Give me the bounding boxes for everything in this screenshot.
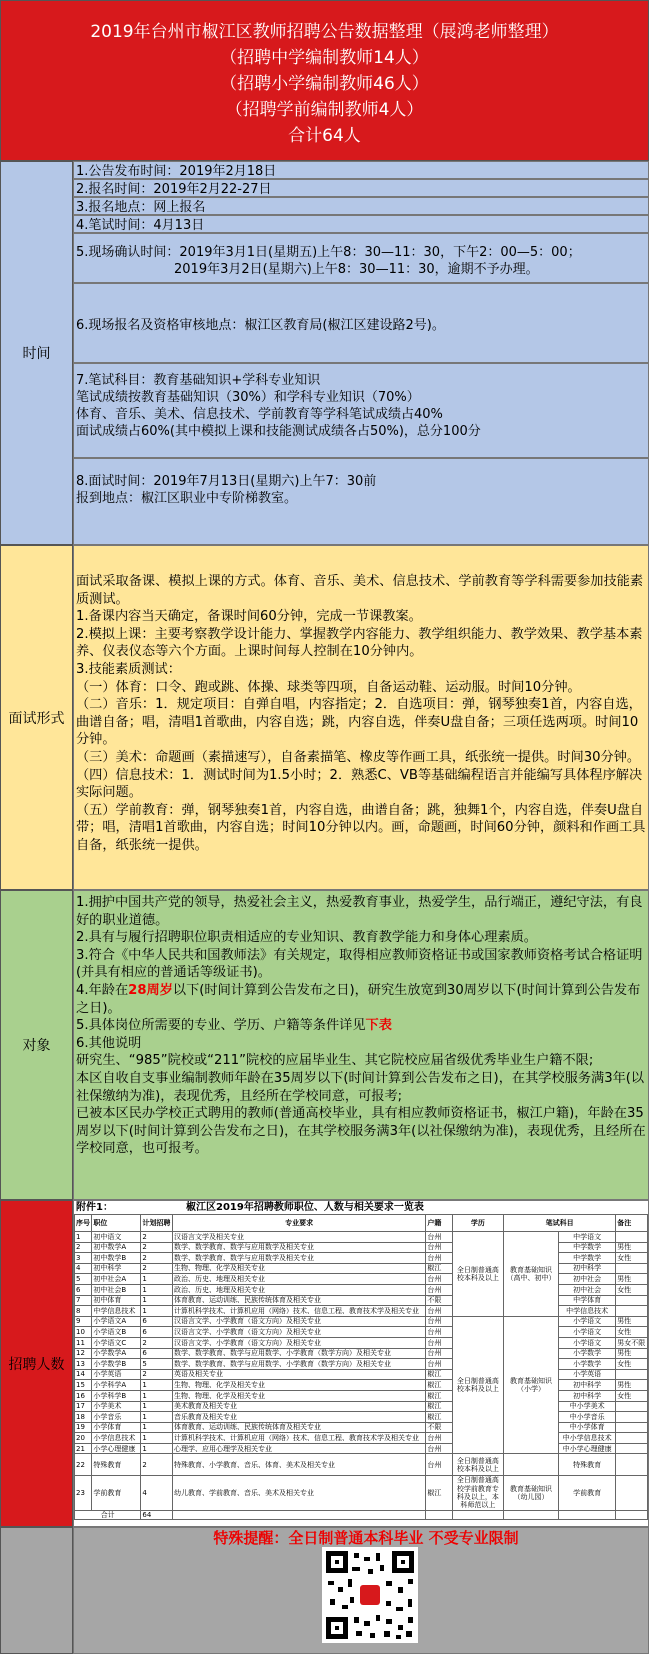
interview-line: 面试采取备课、模拟上课的方式。体育、音乐、美术、信息技术、学前教育等学科需要参加技能素质测试。 [76,574,644,607]
qr-code-icon[interactable] [322,1547,418,1643]
table-cell: 19 [75,1422,92,1433]
table-cell: 男性 [616,1348,648,1359]
table-cell: 1 [75,1232,92,1243]
table-cell: 20 [75,1433,92,1444]
table-cell: 心理学、应用心理学及相关专业 [173,1443,426,1454]
header-line-2: （招聘中学编制教师14人） [220,48,429,68]
table-cell: 小学美术 [92,1401,141,1412]
table-cell: 台州 [426,1284,453,1295]
table-cell: 11 [75,1337,92,1348]
table-cell: 2 [141,1232,173,1243]
table-cell: 特殊教育、小学教育、音乐、体育、美术及相关专业 [173,1454,426,1476]
total-value: 64 [141,1510,173,1519]
table-row [75,1274,648,1285]
age-prefix: 4.年龄在 [76,982,129,998]
table-cell: 中学信息技术 [559,1306,616,1317]
table-cell: 6 [141,1327,173,1338]
table-header-cell: 户籍 [426,1215,453,1232]
table-cell: 计算机科学技术、计算机应用（网络）技术、信息工程、教育技术学及相关专业 [173,1306,426,1317]
time-item-5b: 2019年3月2日(星期六)上午8：30—11：30，逾期不予办理。 [174,262,539,277]
table-row [75,1253,648,1264]
table-cell: 6 [141,1316,173,1327]
table-row [75,1422,648,1433]
table-cell: 台州 [426,1316,453,1327]
interview-label: 面试形式 [0,545,73,890]
table-cell: 体育教育、运动训练、民族传统体育及相关专业 [173,1422,426,1433]
table-cell: 小学语文B [92,1327,141,1338]
interview-line: 2.模拟上课：主要考察教学设计能力、掌握教学内容能力、教学组织能力、教学效果、教学基本素养、仪表仪态等六个方面。上课时间每人控制在10分钟内。 [76,626,643,660]
table-cell: 台州 [426,1443,453,1454]
table-row [75,1348,648,1359]
target-line-2: 2.具有与履行招聘职位职责相适应的专业知识、教育教学能力和身体心理素质。 [76,930,537,946]
table-cell: 英语及相关专业 [173,1369,426,1380]
table-cell: 小学数学A [92,1348,141,1359]
table-cell: 4 [75,1263,92,1274]
table-cell: 1 [141,1274,173,1285]
time-item-4: 4.笔试时间：4月13日 [73,215,649,233]
table-cell: 椒江 [426,1263,453,1274]
table-cell: 生物、物理、化学及相关专业 [173,1380,426,1391]
table-cell: 小学英语 [559,1369,616,1380]
table-cell: 生物、物理、化学及相关专业 [173,1390,426,1401]
target-line-9: 已被本区民办学校正式聘用的教师(普通高校毕业，具有相应教师资格证书，椒江户籍)，年龄在35周岁以下(时间计算到公告发布之日)，在其学校服务满3年(以社保缴纳为准)，表现优秀，且经所在学校同意，也可报考。 [76,1106,646,1157]
table-cell: 男性 [616,1242,648,1253]
table-cell: 美术教育及相关专业 [173,1401,426,1412]
table-row [75,1443,648,1454]
table-cell: 初中体育 [92,1295,141,1306]
table-cell: 初中数学A [92,1242,141,1253]
table-cell: 台州 [426,1274,453,1285]
header-line-5: 合计64人 [288,126,361,146]
table-cell: 1 [141,1433,173,1444]
table-cell [616,1263,648,1274]
table-cell: 小学语文C [92,1337,141,1348]
table-cell: 体育教育、运动训练、民族传统体育及相关专业 [173,1295,426,1306]
time-item-5a: 5.现场确认时间：2019年3月1日(星期五)上午8：30—11：30，下午2：00—5：00； [76,245,581,260]
table-cell: 1 [141,1380,173,1391]
table-cell: 初中数学B [92,1253,141,1264]
table-cell: 1 [141,1412,173,1423]
table-cell: 台州 [426,1327,453,1338]
table-cell: 中学数学 [559,1253,616,1264]
table-cell [616,1306,648,1317]
footer-left [0,1527,73,1654]
recruit-table [74,1214,648,1520]
table-header-cell: 学历 [452,1215,503,1232]
table-cell: 小学数学B [92,1359,141,1370]
table-cell: 幼儿教育、学前教育、音乐、美术及相关专业 [173,1476,426,1510]
table-cell: 男性 [616,1274,648,1285]
recruit-label: 招聘人数 [0,1200,73,1527]
table-cell: 中小学信息技术 [559,1433,616,1444]
table-cell: 椒江 [426,1401,453,1412]
header-line-3: （招聘小学编制教师46人） [220,74,429,94]
table-cell: 男性 [616,1316,648,1327]
table-row [75,1369,648,1380]
table-cell: 中学信息技术 [92,1306,141,1317]
table-row [75,1390,648,1401]
table-cell: 数学、数学教育、数学与应用数学、小学教育（数学方向）及相关专业 [173,1348,426,1359]
table-cell: 小学语文 [559,1327,616,1338]
interview-line: 3.技能素质测试： [76,661,181,677]
recruit-table-panel [73,1200,649,1527]
table-cell: 椒江 [426,1390,453,1401]
table-cell: 22 [75,1454,92,1476]
time-item-8 [73,458,649,545]
table-cell: 女性 [616,1253,648,1264]
table-cell: 小学心理健康 [92,1443,141,1454]
table-header-cell: 计划招聘 [141,1215,173,1232]
table-cell: 政治、历史、地理及相关专业 [173,1274,426,1285]
table-row [75,1412,648,1423]
table-cell: 数学、数学教育、数学与应用数学及相关专业 [173,1242,426,1253]
table-cell: 不限 [426,1422,453,1433]
table-cell: 数学、数学教育、数学与应用数学及相关专业 [173,1253,426,1264]
target-line-1: 1.拥护中国共产党的领导，热爱社会主义，热爱教育事业，热爱学生，品行端正，遵纪守法，有良好的职业道德。 [76,895,643,928]
table-row [75,1306,648,1317]
table-cell: 5 [75,1274,92,1285]
table-cell: 计算机科学技术、计算机应用（网络）技术、信息工程、教育技术学及相关专业 [173,1433,426,1444]
interview-line: （一）体育：口令、跑或跳、体操、球类等四项，自备运动鞋、运动服。时间10分钟。 [76,679,581,695]
table-cell: 1 [141,1306,173,1317]
table-row [75,1263,648,1274]
table-cell: 初中语文 [92,1232,141,1243]
interview-line: （二）音乐：1．规定项目：自弹自唱，内容指定；2．自选项目：弹，钢琴独奏1首，内容自选，曲谱自备；唱，清唱1首歌曲，内容自选；跳，内容自选，伴奏U盘自备；三项任选两项。时间10分钟。 [76,697,642,748]
table-row [75,1454,648,1476]
table-row [75,1284,648,1295]
time-item-2: 2.报名时间：2019年2月22-27日 [73,179,649,197]
table-cell [616,1433,648,1444]
table-cell: 8 [75,1306,92,1317]
header-banner [0,0,649,161]
table-cell: 男女不限 [616,1337,648,1348]
table-title: 椒江区2019年招聘教师职位、人数与相关要求一览表 [186,1202,424,1213]
table-cell: 18 [75,1412,92,1423]
table-cell: 小学科学A [92,1380,141,1391]
interview-line: （四）信息技术：1．测试时间为1.5小时；2．熟悉C、VB等基础编程语言并能编写具体程序解决实际问题。 [76,767,643,801]
target-content [73,890,649,1200]
qr-pattern [322,1547,418,1643]
table-cell: 全日制普通高校本科及以上 [452,1454,503,1476]
table-cell: 9 [75,1316,92,1327]
table-cell: 学前教育 [92,1476,141,1510]
time-label: 时间 [0,161,73,545]
table-cell: 椒江 [426,1380,453,1391]
table-cell: 中小学音乐 [559,1412,616,1423]
table-cell: 17 [75,1401,92,1412]
table-cell: 2 [75,1242,92,1253]
table-cell: 6 [141,1348,173,1359]
table-cell: 中学语文 [559,1232,616,1243]
table-cell: 中学数学 [559,1242,616,1253]
time-item-8b: 报到地点：椒江区职业中专阶梯教室。 [76,491,298,506]
exam-cell: 教育基础知识（小学） [503,1316,558,1454]
interview-line: （三）美术：命题画（素描速写），自备素描笔、橡皮等作画工具，纸张统一提供。时间30分钟。 [76,749,641,765]
interview-content [73,545,649,890]
table-row [75,1476,648,1510]
table-cell: 1 [141,1443,173,1454]
table-cell: 2 [141,1454,173,1476]
table-cell: 女性 [616,1284,648,1295]
total-label: 合计 [75,1510,141,1519]
table-cell: 2 [141,1253,173,1264]
table-cell: 4 [141,1476,173,1510]
table-cell: 台州 [426,1253,453,1264]
table-cell: 初中社会 [559,1284,616,1295]
table-cell: 21 [75,1443,92,1454]
table-cell: 台州 [426,1337,453,1348]
table-cell: 1 [141,1401,173,1412]
table-cell [616,1369,648,1380]
table-cell: 学前教育 [559,1476,616,1510]
time-item-7a: 7.笔试科目：教育基础知识+学科专业知识 [76,373,321,388]
table-cell: 初中社会B [92,1284,141,1295]
table-cell: 小学体育 [92,1422,141,1433]
time-item-1: 1.公告发布时间：2019年2月18日 [73,161,649,179]
conditions-prefix: 5.具体岗位所需要的专业、学历、户籍等条件详见 [76,1018,366,1034]
interview-line: （五）学前教育：弹，钢琴独奏1首，内容自选，曲谱自备；跳，独舞1个，内容自选，伴奏U盘自带；唱，清唱1首歌曲，内容自选；时间10分钟以内。画，命题画，时间60分钟，颜料和作画工具自备，纸张统一提供。 [76,802,646,853]
table-cell: 7 [75,1295,92,1306]
table-cell: 台州 [426,1433,453,1444]
see-table-link[interactable]: 下表 [365,1018,392,1034]
target-label: 对象 [0,890,73,1200]
table-cell: 5 [141,1359,173,1370]
table-cell: 初中社会 [559,1274,616,1285]
table-cell: 台州 [426,1232,453,1243]
age-suffix: 以下(时间计算到公告发布之日)，研究生放宽到30周岁以下(时间计算到公告发布之日)。 [76,982,641,1016]
table-cell: 椒江 [426,1369,453,1380]
table-cell: 椒江 [426,1476,453,1510]
table-cell: 小学数学 [559,1348,616,1359]
table-cell: 教育基础知识（幼儿园） [503,1476,558,1510]
education-cell: 全日制普通高校本科及以上 [452,1232,503,1317]
table-cell: 不限 [426,1295,453,1306]
table-cell: 女性 [616,1327,648,1338]
table-cell: 小学数学 [559,1359,616,1370]
table-cell [616,1412,648,1423]
target-line-7: 研究生、“985”院校或“211”院校的应届毕业生、其它院校应届省级优秀毕业生户籍不限; [76,1053,594,1069]
table-cell: 13 [75,1359,92,1370]
table-cell: 小学语文A [92,1316,141,1327]
target-line-8: 本区自收自支事业编制教师年龄在35周岁以下(时间计算到公告发布之日)，在其学校服务满3年(以社保缴纳为准)，表现优秀，且经所在学校同意，可报考; [76,1070,645,1104]
table-cell: 初中科学 [559,1390,616,1401]
table-cell: 音乐教育及相关专业 [173,1412,426,1423]
time-item-5 [73,233,649,283]
table-cell: 特殊教育 [92,1454,141,1476]
table-cell: 台州 [426,1242,453,1253]
table-header-cell: 序号 [75,1215,92,1232]
table-row [75,1242,648,1253]
table-row [75,1232,648,1243]
table-cell: 女性 [616,1359,648,1370]
table-cell: 中小学心理健康 [559,1443,616,1454]
table-cell: 小学语文 [559,1337,616,1348]
table-cell: 数学、数学教育、数学与应用数学、小学教育（数学方向）及相关专业 [173,1359,426,1370]
table-header-cell: 专业要求 [173,1215,426,1232]
age-highlight: 28周岁 [128,982,173,998]
table-cell: 特殊教育 [559,1454,616,1476]
table-cell: 12 [75,1348,92,1359]
table-cell: 中小学美术 [559,1401,616,1412]
table-cell: 台州 [426,1359,453,1370]
table-cell: 2 [141,1263,173,1274]
time-item-7d: 面试成绩占60%(其中模拟上课和技能测试成绩各占50%)，总分100分 [76,424,481,439]
table-cell: 中学体育 [559,1295,616,1306]
table-row [75,1359,648,1370]
table-cell: 椒江 [426,1412,453,1423]
table-cell: 台州 [426,1454,453,1476]
table-cell [616,1401,648,1412]
table-cell: 女性 [616,1390,648,1401]
table-cell: 小学音乐 [92,1412,141,1423]
table-row [75,1295,648,1306]
time-item-7 [73,363,649,458]
table-cell: 小学科学B [92,1390,141,1401]
table-cell: 14 [75,1369,92,1380]
table-cell [616,1422,648,1433]
time-item-8a: 8.面试时间：2019年7月13日(星期六)上午7：30前 [76,474,377,489]
table-cell: 初中社会A [92,1274,141,1285]
table-cell: 1 [141,1295,173,1306]
header-line-1: 2019年台州市椒江区教师招聘公告数据整理（展鸿老师整理） [90,22,559,42]
target-line-4 [76,982,646,1017]
table-cell: 小学信息技术 [92,1433,141,1444]
table-cell: 1 [141,1422,173,1433]
table-cell: 1 [141,1284,173,1295]
header-line-4: （招聘学前编制教师4人） [225,100,424,120]
table-cell: 中小学体育 [559,1422,616,1433]
target-line-3: 3.符合《中华人民共和国教师法》有关规定，取得相应教师资格证书或国家教师资格考试合格证明(并具有相应的普通话等级证书)。 [76,947,643,981]
table-cell: 3 [75,1253,92,1264]
table-cell: 2 [141,1242,173,1253]
interview-line: 1.备课内容当天确定，备课时间60分钟，完成一节课教案。 [76,609,422,625]
table-row [75,1337,648,1348]
table-cell: 16 [75,1390,92,1401]
table-header-cell: 笔试科目 [503,1215,615,1232]
special-reminder: 特殊提醒：全日制普通本科毕业 不受专业限制 [213,1529,519,1547]
table-cell: 2 [141,1369,173,1380]
table-cell: 生物、物理、化学及相关专业 [173,1263,426,1274]
table-cell [616,1295,648,1306]
table-cell: 小学语文 [559,1316,616,1327]
table-header-cell: 职位 [92,1215,141,1232]
table-cell: 6 [75,1284,92,1295]
table-cell: 初中科学 [92,1263,141,1274]
table-cell: 汉语言文学、小学教育（语文方向）及相关专业 [173,1327,426,1338]
education-cell: 全日制普通高校本科及以上 [452,1316,503,1454]
table-cell: 全日制普通高校学前教育专科及以上，本科师范以上 [452,1476,503,1510]
table-cell: 初中科学 [559,1380,616,1391]
table-cell [616,1232,648,1243]
table-cell: 政治、历史、地理及相关专业 [173,1284,426,1295]
target-line-5 [76,1017,646,1035]
time-item-7c: 体育、音乐、美术、信息技术、学前教育等学科笔试成绩占40% [76,407,443,422]
table-header-row [75,1215,648,1232]
target-line-6: 6.其他说明 [76,1035,142,1051]
table-cell: 小学英语 [92,1369,141,1380]
table-row [75,1401,648,1412]
table-cell [616,1454,648,1476]
table-cell: 台州 [426,1306,453,1317]
table-cell: 汉语言文学、小学教育（语文方向）及相关专业 [173,1337,426,1348]
time-item-6: 6.现场报名及资格审核地点：椒江区教育局(椒江区建设路2号)。 [73,283,649,363]
table-cell: 汉语言文学及相关专业 [173,1232,426,1243]
table-cell: 汉语言文学、小学教育（语文方向）及相关专业 [173,1316,426,1327]
exam-cell: 教育基础知识（高中、初中） [503,1232,558,1317]
table-row [75,1327,648,1338]
table-caption: 附件1： [76,1202,113,1213]
table-header-cell: 备注 [616,1215,648,1232]
table-cell: 2 [141,1337,173,1348]
time-item-7b: 笔试成绩按教育基础知识（30%）和学科专业知识（70%） [76,390,420,405]
table-cell: 10 [75,1327,92,1338]
table-cell: 男性 [616,1380,648,1391]
time-item-3: 3.报名地点：网上报名 [73,197,649,215]
table-cell [503,1454,558,1476]
table-row [75,1380,648,1391]
table-cell: 1 [141,1390,173,1401]
table-total-row [75,1510,648,1519]
table-cell [616,1443,648,1454]
table-cell [616,1476,648,1510]
table-cell: 23 [75,1476,92,1510]
table-row [75,1316,648,1327]
table-row [75,1433,648,1444]
table-cell: 台州 [426,1348,453,1359]
table-cell: 初中科学 [559,1263,616,1274]
table-cell: 15 [75,1380,92,1391]
